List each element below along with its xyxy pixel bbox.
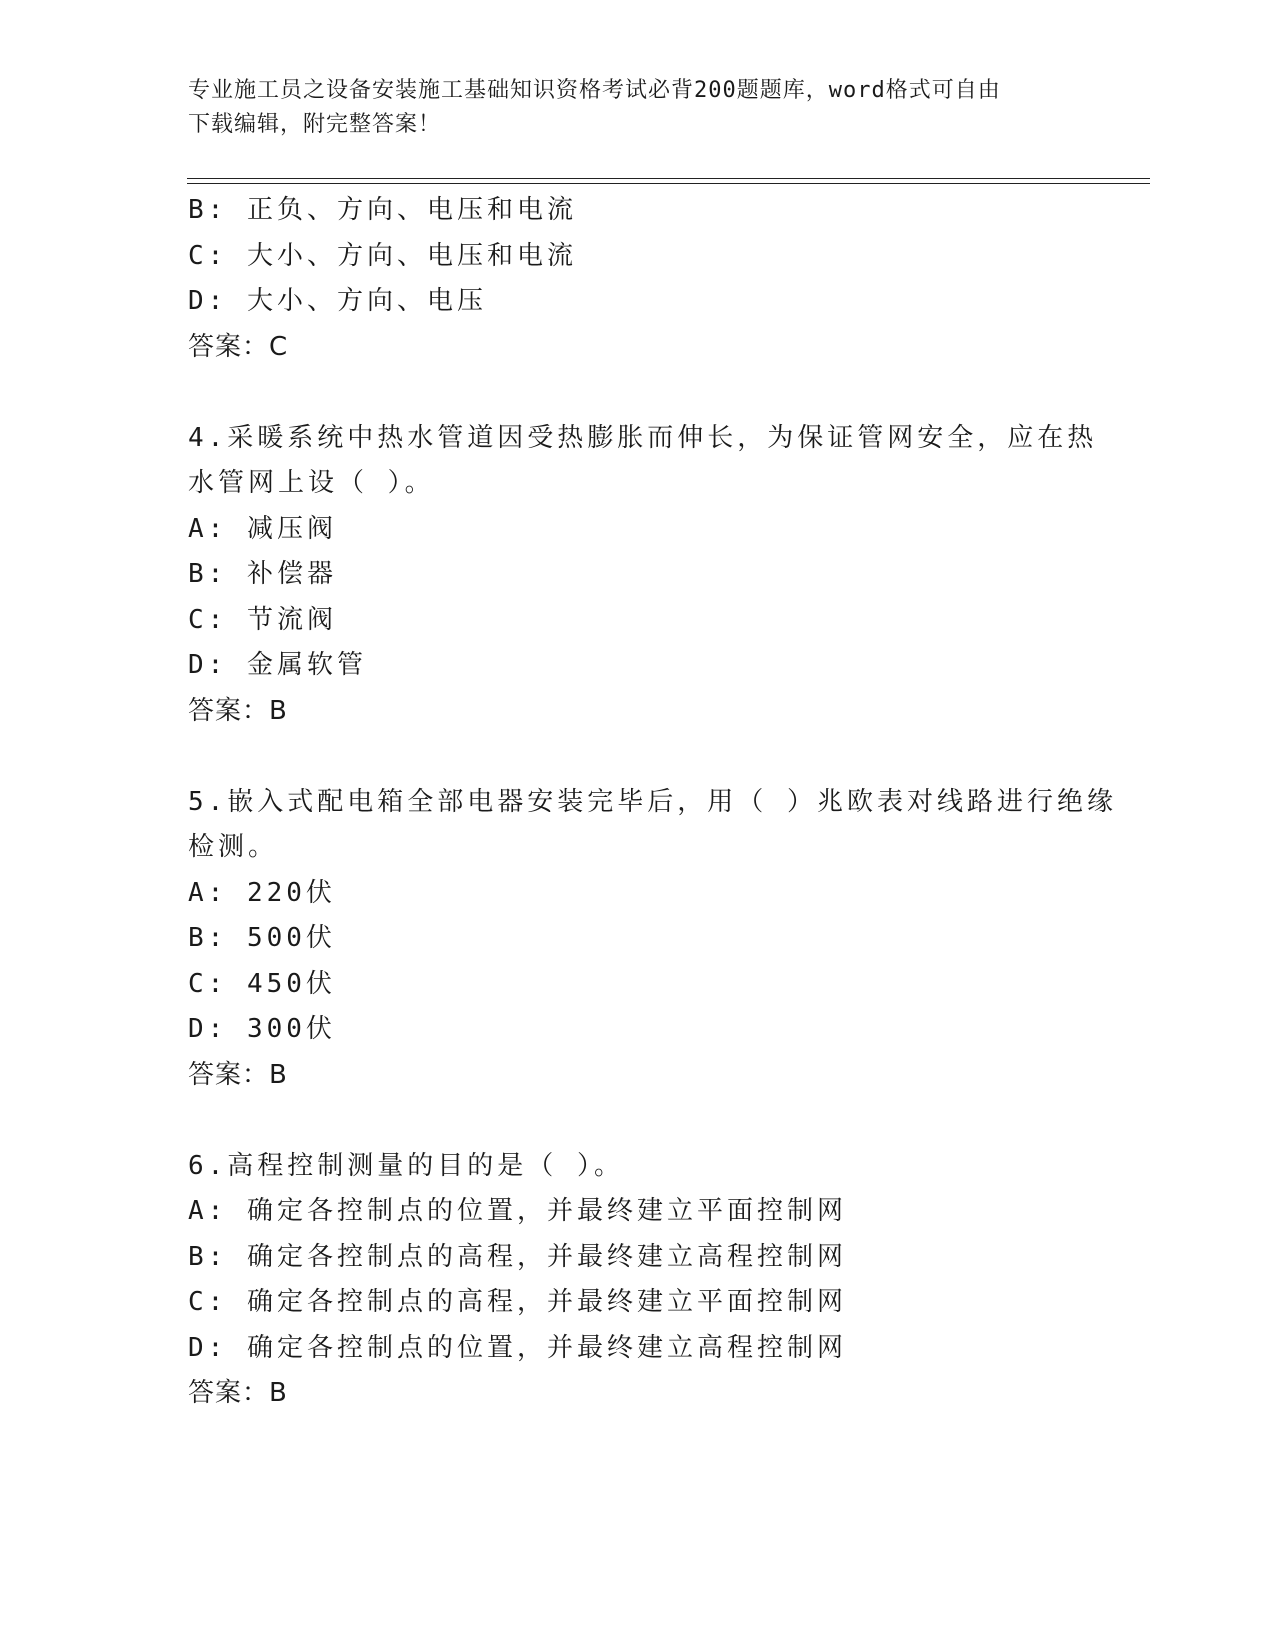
answer-line: 答案：C: [188, 331, 289, 362]
option-a: A: 减压阀: [188, 513, 337, 544]
answer-line: 答案：B: [188, 1378, 288, 1408]
answer-line: 答案：B: [188, 1059, 288, 1090]
option-d: D: 确定各控制点的位置，并最终建立高程控制网: [188, 1332, 847, 1363]
header-line-2: 下载编辑，附完整答案！: [188, 112, 442, 137]
question-text-line-1: 5.嵌入式配电箱全部电器安装完毕后，用（ ）兆欧表对线路进行绝缘: [188, 786, 1117, 817]
option-b: B: 正负、方向、电压和电流: [188, 195, 577, 225]
spacer: [188, 734, 1088, 780]
option-c: C: 确定各控制点的高程，并最终建立平面控制网: [188, 1287, 847, 1317]
spacer: [188, 370, 1088, 416]
question-text-line-1: 4.采暖系统中热水管道因受热膨胀而伸长，为保证管网安全，应在热: [188, 422, 1098, 453]
header-line-1: 专业施工员之设备安装施工基础知识资格考试必背200题题库，word格式可自由: [188, 78, 1001, 103]
header-divider-top: [187, 178, 1150, 179]
question-text-line-2: 水管网上设（ ）。: [188, 468, 435, 498]
spacer: [188, 1098, 1088, 1144]
answer-line: 答案：B: [188, 695, 288, 726]
option-d: D: 金属软管: [188, 650, 367, 680]
option-a: A: 220伏: [188, 877, 336, 908]
question-6: [188, 1144, 1088, 1417]
question-4: [188, 416, 1098, 735]
question-text-line-1: 6.高程控制测量的目的是（ ）。: [188, 1150, 624, 1181]
option-d: D: 大小、方向、电压: [188, 286, 487, 316]
option-c: C: 450伏: [188, 968, 336, 999]
option-b: B: 确定各控制点的高程，并最终建立高程控制网: [188, 1241, 847, 1272]
document-header: [188, 74, 1068, 142]
option-c: C: 大小、方向、电压和电流: [188, 240, 577, 271]
option-b: B: 500伏: [188, 923, 336, 953]
option-a: A: 确定各控制点的位置，并最终建立平面控制网: [188, 1196, 847, 1226]
option-b: B: 补偿器: [188, 559, 337, 589]
question-list: [188, 188, 1117, 1417]
question-text-line-2: 检测。: [188, 832, 279, 862]
header-divider-bottom: [187, 183, 1150, 184]
option-c: C: 节流阀: [188, 604, 337, 635]
question-3: [188, 188, 1088, 370]
option-d: D: 300伏: [188, 1014, 336, 1044]
question-5: [188, 780, 1117, 1099]
